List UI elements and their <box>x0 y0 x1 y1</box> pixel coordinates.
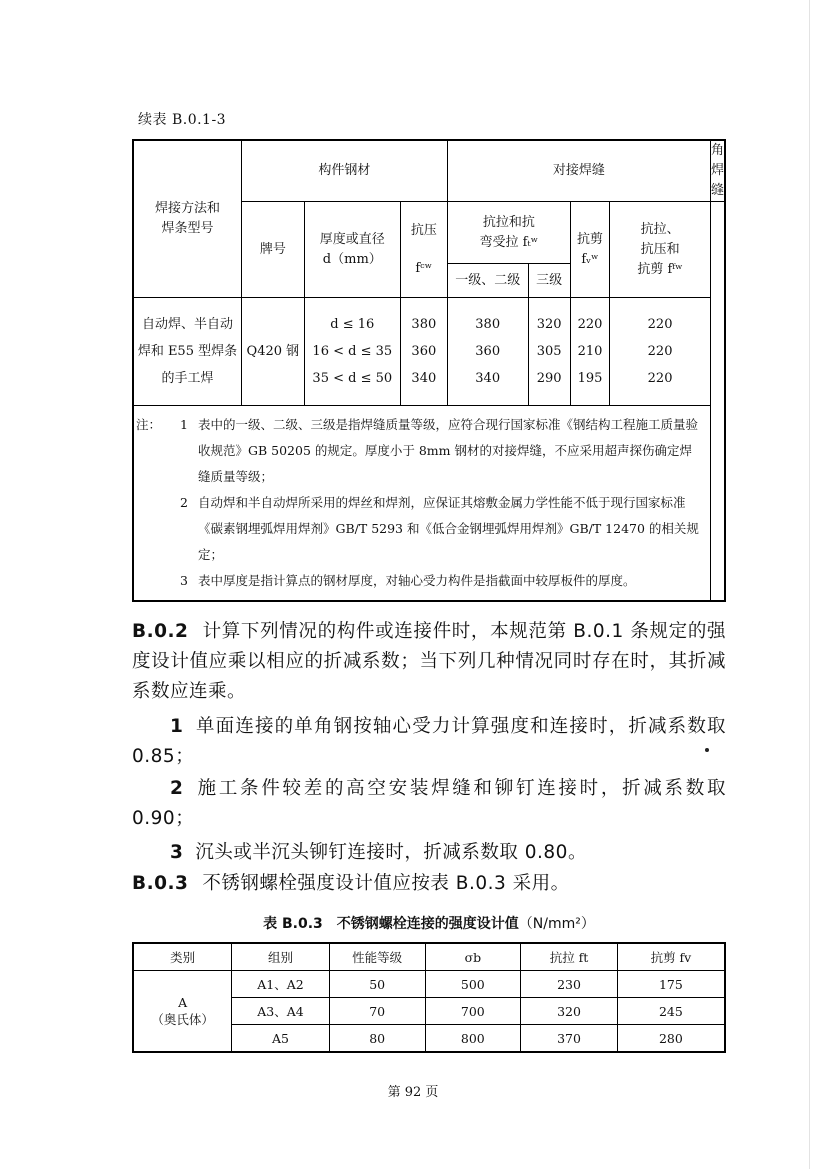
header-steel: 构件钢材 <box>241 140 447 202</box>
header-grade-3: 三级 <box>528 264 570 298</box>
cell-tension-grade3: 320 305 290 <box>528 298 570 406</box>
note-item: 2 自动焊和半自动焊所采用的焊丝和焊剂，应保证其熔敷金属力学性能不低于现行国家标准《碳素钢埋弧焊用焊剂》GB/T 5293 和《低合金钢埋弧焊用焊剂》GB/T 12470 的相关规定； <box>180 495 699 563</box>
header-sigma-b: σb <box>425 943 521 971</box>
header-compression: 抗压 fᶜʷ <box>400 202 447 298</box>
header-butt-weld: 对接焊缝 <box>447 140 710 202</box>
header-shear: 抗剪 fᵥʷ <box>570 202 609 298</box>
header-group: 组别 <box>232 943 330 971</box>
table-caption: 续表 B.0.1-3 <box>138 112 227 128</box>
header-method: 焊接方法和 焊条型号 <box>133 140 241 298</box>
clause-item: 1 单面连接的单角钢按轴心受力计算强度和连接时，折减系数取 0.85； <box>132 716 726 767</box>
table-row: A3、A4 70 700 320 245 <box>133 998 725 1025</box>
section-number: B.0.3 <box>132 873 189 894</box>
header-property-class: 性能等级 <box>329 943 425 971</box>
cell-grade: Q420 钢 <box>241 298 304 406</box>
header-fillet: 抗拉、 抗压和 抗剪 fᶠʷ <box>610 202 711 298</box>
table-row: A5 80 800 370 280 <box>133 1025 725 1053</box>
header-thickness: 厚度或直径 d（mm） <box>304 202 400 298</box>
bolt-table-caption: 表 B.0.3 不锈钢螺栓连接的强度设计值（N/mm²） <box>263 916 595 932</box>
cell-compression: 380 360 340 <box>400 298 447 406</box>
cell-fillet: 220 220 220 <box>610 298 711 406</box>
header-shear: 抗剪 fv <box>617 943 725 971</box>
weld-strength-table <box>132 139 726 602</box>
clause-item: 3 沉头或半沉头铆钉连接时，折减系数取 0.80。 <box>170 842 587 863</box>
cell-tension-grade12: 380 360 340 <box>447 298 528 406</box>
header-grade-1-2: 一级、二级 <box>447 264 528 298</box>
section-text: 不锈钢螺栓强度设计值应按表 B.0.3 采用。 <box>202 873 570 894</box>
header-grade: 牌号 <box>241 202 304 298</box>
bolt-strength-table <box>132 942 726 1053</box>
section-b02 <box>132 617 726 707</box>
note-item: 注： 1 表中的一级、二级、三级是指焊缝质量等级，应符合现行国家标准《钢结构工程施工质量验收规范》GB 50205 的规定。厚度小于 8mm 钢材的对接焊缝，不应采用超声探伤确定焊缝质量等级； <box>162 412 702 490</box>
section-text: 计算下列情况的构件或连接件时，本规范第 B.0.1 条规定的强度设计值应乘以相应的折减系数；当下列几种情况同时存在时，其折减系数应连乘。 <box>132 621 726 702</box>
page-number: 第 92 页 <box>387 1085 439 1100</box>
scan-mark <box>705 748 709 752</box>
header-fillet-weld: 角焊缝 <box>710 140 725 202</box>
header-tension: 抗拉和抗 弯受拉 fₜʷ <box>447 202 570 264</box>
header-category: 类别 <box>133 943 232 971</box>
cell-thickness: d ≤ 16 16 < d ≤ 35 35 < d ≤ 50 <box>304 298 400 406</box>
clause-item: 2 施工条件较差的高空安装焊缝和铆钉连接时，折减系数取 0.90； <box>132 778 726 829</box>
page-edge <box>809 0 810 1169</box>
cell-shear: 220 210 195 <box>570 298 609 406</box>
cell-method: 自动焊、半自动 焊和 E55 型焊条 的手工焊 <box>133 298 241 406</box>
table-notes <box>133 406 710 602</box>
note-prefix: 注： <box>136 417 162 433</box>
section-number: B.0.2 <box>132 621 189 642</box>
section-b03 <box>132 869 726 899</box>
note-item: 3 表中厚度是指计算点的钢材厚度，对轴心受力构件是指截面中较厚板件的厚度。 <box>180 573 636 589</box>
cell-category: A （奥氏体） <box>133 971 232 1053</box>
header-tensile: 抗拉 ft <box>521 943 618 971</box>
table-row: A （奥氏体） A1、A2 50 500 230 175 <box>133 971 725 998</box>
